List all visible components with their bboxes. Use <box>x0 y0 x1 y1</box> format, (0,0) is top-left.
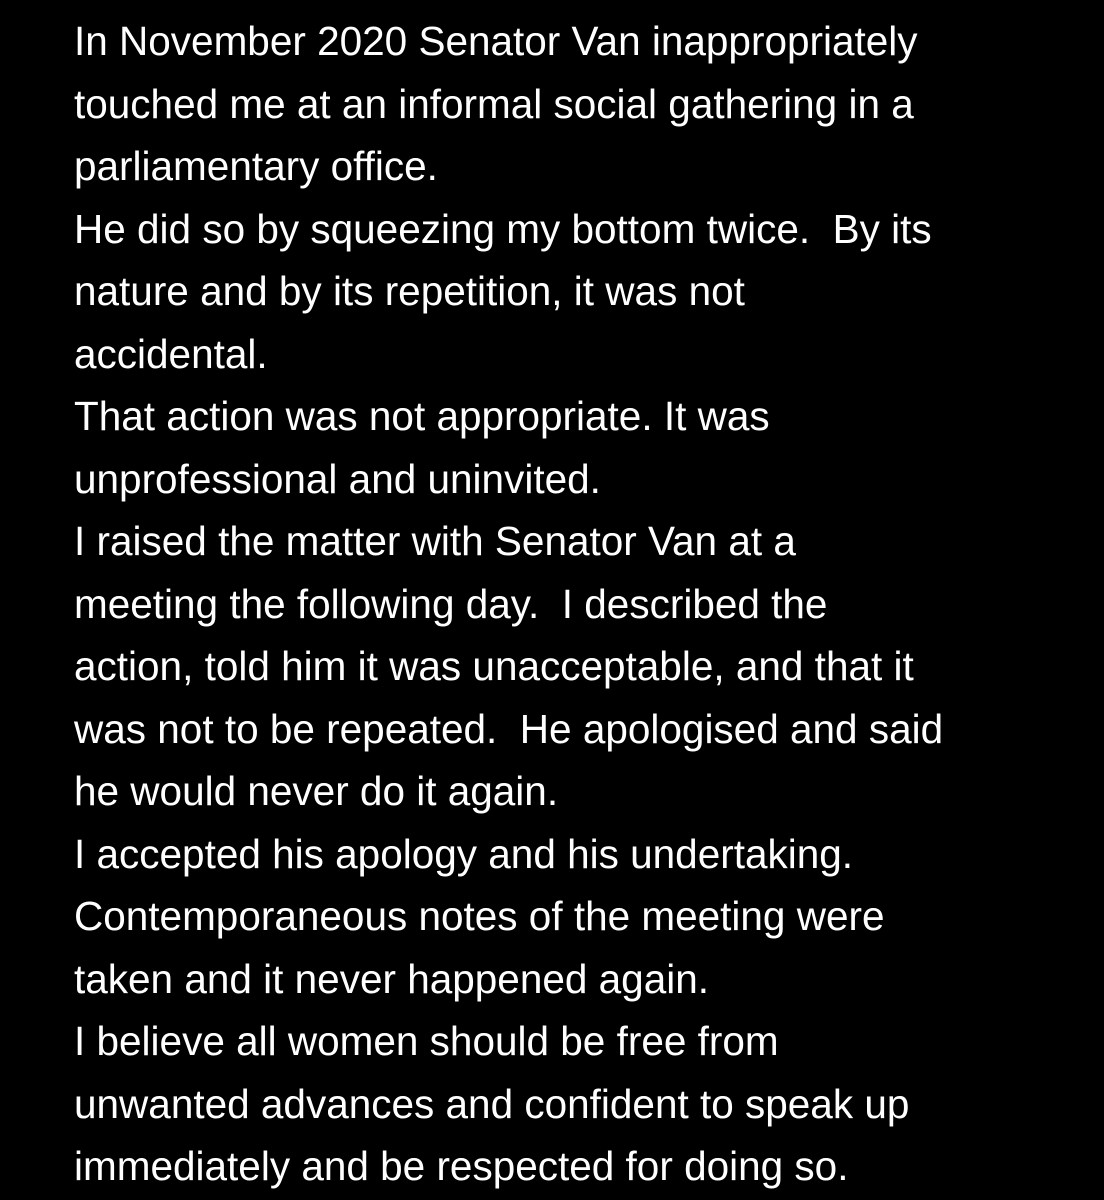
note-line: nature and by its repetition, it was not <box>74 268 745 314</box>
note-line: was not to be repeated. He apologised and said <box>74 705 944 752</box>
note-line: taken and it never happened again. <box>74 955 710 1002</box>
note-line: That action was not appropriate. It was <box>74 393 770 439</box>
note-body <box>74 10 1084 1198</box>
note-line: I believe all women should be free from <box>74 1018 779 1064</box>
note-line: action, told him it was unacceptable, and that it <box>74 643 914 689</box>
note-line: In November 2020 Senator Van inappropriately <box>74 18 918 64</box>
note-line: immediately and be respected for doing so. <box>74 1143 849 1189</box>
note-line: he would never do it again. <box>74 768 559 814</box>
note-line: unwanted advances and confident to speak up <box>74 1080 910 1127</box>
note-line: parliamentary office. <box>74 143 438 189</box>
note-line: He did so by squeezing my bottom twice. By its <box>74 205 932 252</box>
note-line: I accepted his apology and his undertaking. <box>74 830 854 877</box>
note-line: touched me at an informal social gathering in a <box>74 80 914 127</box>
note-line: Contemporaneous notes of the meeting were <box>74 893 885 939</box>
note-line: I raised the matter with Senator Van at a <box>74 518 796 564</box>
note-line: unprofessional and uninvited. <box>74 455 601 502</box>
note-line: meeting the following day. I described the <box>74 580 828 627</box>
note-line: accidental. <box>74 330 268 377</box>
